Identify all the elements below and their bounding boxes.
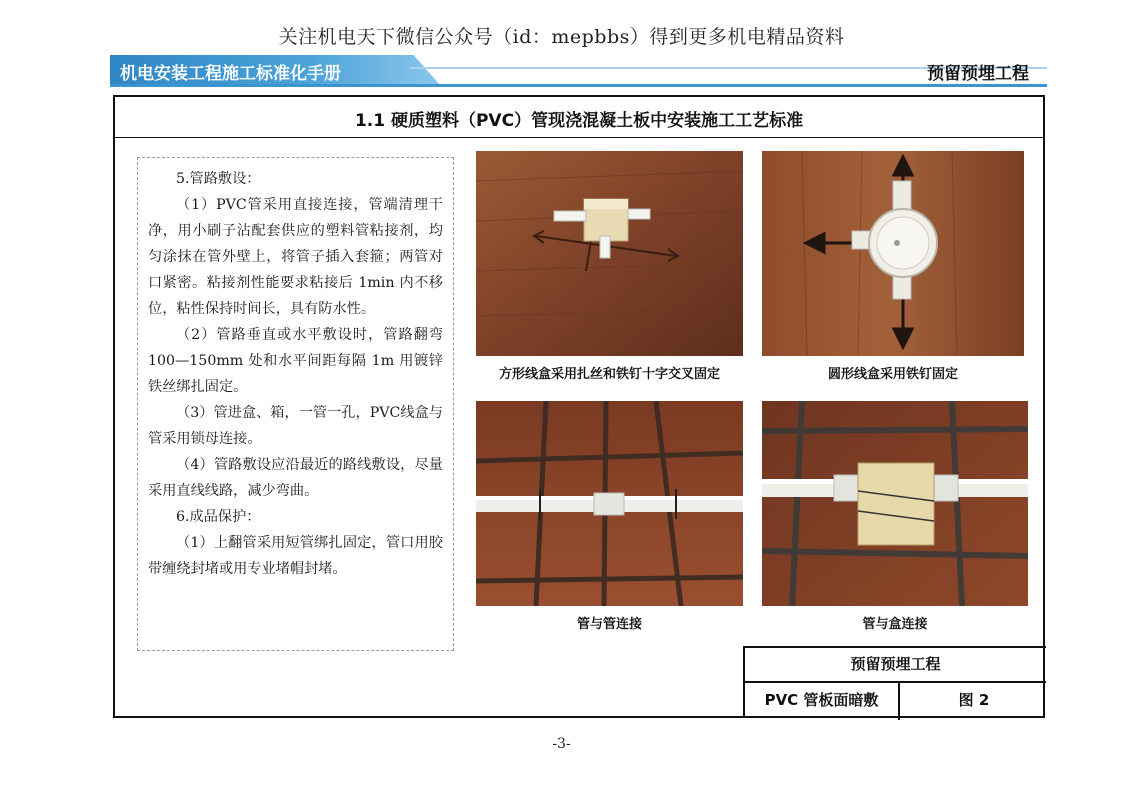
page-number: -3- xyxy=(552,736,571,752)
paragraph-pipe-laying-1: （1）PVC管采用直接连接，管端清理干净，用小刷子沾配套供应的塑料管粘接剂，均匀涂抹在管外壁上，将管子插入套箍；两管对口紧密。粘接剂性能要求粘接后 1min 内不移位，粘性保持时间长，具有防水性。 xyxy=(148,197,443,317)
paragraph-pipe-laying-heading: 5.管路敷设： xyxy=(176,171,261,187)
paragraph-protection-1: （1）上翻管采用短管绑扎固定，管口用胶带缠绕封堵或用专业堵帽封堵。 xyxy=(148,535,443,577)
paragraph-pipe-laying-4: （4）管路敷设应沿最近的路线敷设，尽量采用直线线路，减少弯曲。 xyxy=(148,457,443,499)
header-left-title: 机电安装工程施工标准化手册 xyxy=(120,64,341,84)
photo-square-box xyxy=(476,151,743,356)
header-rule-thick xyxy=(110,84,1047,87)
photo-pipe-to-box xyxy=(762,401,1028,606)
top-note: 关注机电天下微信公众号（id：mepbbs）得到更多机电精品资料 xyxy=(278,26,845,48)
title-block-subject: PVC 管板面暗敷 xyxy=(745,683,900,720)
paragraph-protection-heading: 6.成品保护： xyxy=(176,509,261,525)
title-rule xyxy=(115,137,1043,138)
section-title: 1.1 硬质塑料（PVC）管现浇混凝土板中安装施工工艺标准 xyxy=(354,111,804,131)
header-right-title: 预留预埋工程 xyxy=(927,64,1029,84)
paragraph-pipe-laying-2: （2）管路垂直或水平敷设时，管路翻弯 100—150mm 处和水平间距每隔 1m 用镀锌铁丝绑扎固定。 xyxy=(148,327,443,395)
title-block-figure-number: 图 2 xyxy=(958,691,990,709)
caption-round-box: 圆形线盒采用铁钉固定 xyxy=(827,367,958,382)
title-block xyxy=(743,646,1046,718)
caption-pipe-to-pipe: 管与管连接 xyxy=(576,617,642,632)
title-block-category: 预留预埋工程 xyxy=(745,648,1046,683)
description-textbox xyxy=(137,157,454,651)
paragraph-pipe-laying-3: （3）管进盒、箱，一管一孔，PVC线盒与管采用锁母连接。 xyxy=(148,405,443,447)
content-frame xyxy=(113,95,1045,718)
photo-pipe-to-pipe xyxy=(476,401,743,606)
caption-square-box: 方形线盒采用扎丝和铁钉十字交叉固定 xyxy=(498,367,720,382)
caption-pipe-to-box: 管与盒连接 xyxy=(862,617,928,632)
page-header xyxy=(110,55,1047,87)
photo-round-box xyxy=(762,151,1024,356)
